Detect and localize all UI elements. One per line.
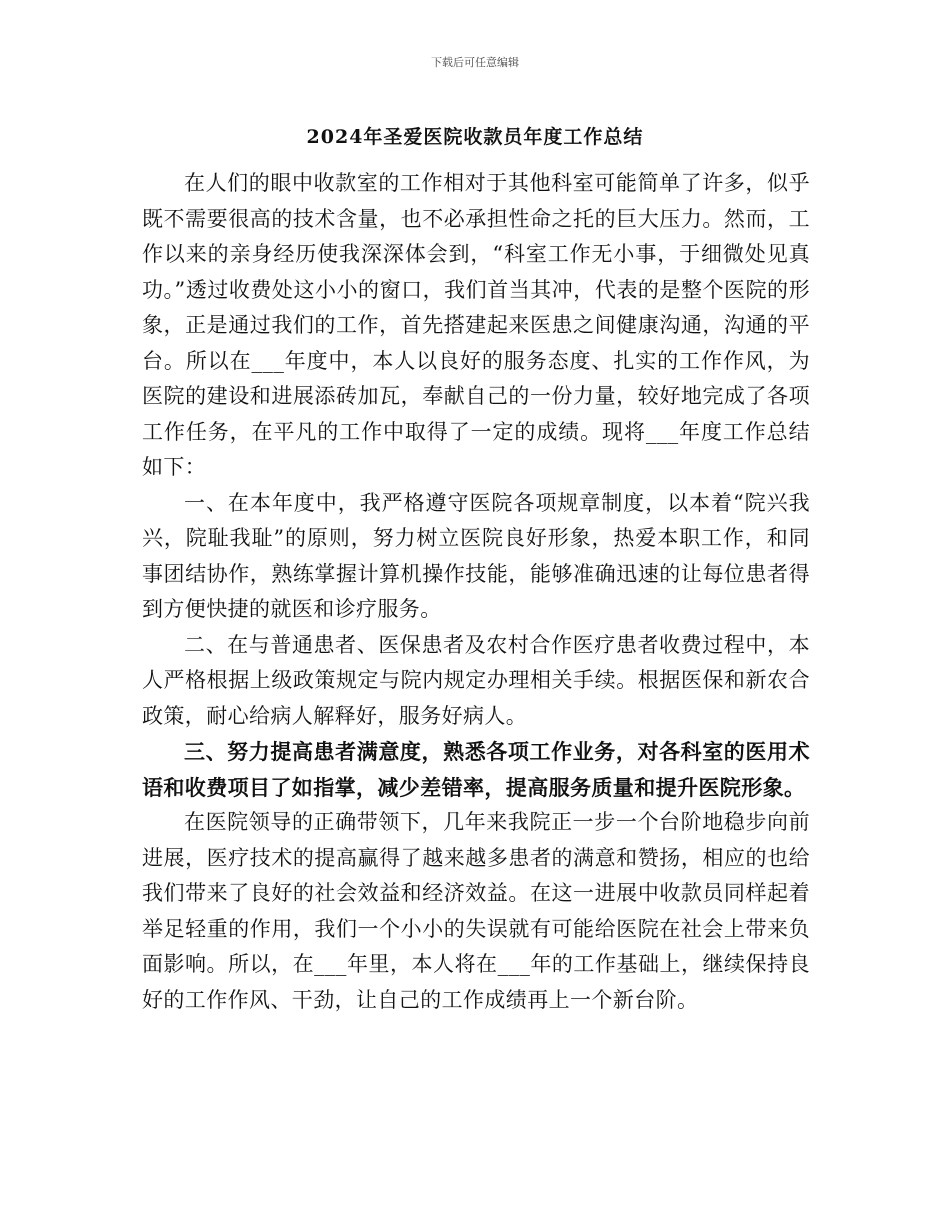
paragraph-point-1: 一、在本年度中，我严格遵守医院各项规章制度，以本着“院兴我兴，院耻我耻”的原则，努力树立医院良好形象，热爱本职工作，和同事团结协作，熟练掌握计算机操作技能，能够准确迅速的让每位患者得到方便快捷的就医和诊疗服务。 (142, 490, 810, 621)
document-body (142, 166, 810, 1018)
header-note: 下载后可任意编辑 (431, 56, 519, 69)
document-title: 2024年圣爱医院收款员年度工作总结 (306, 126, 644, 148)
paragraph-point-2: 二、在与普通患者、医保患者及农村合作医疗患者收费过程中，本人严格根据上级政策规定与院内规定办理相关手续。根据医保和新农合政策，耐心给病人解释好，服务好病人。 (142, 632, 810, 728)
paragraph-conclusion: 在医院领导的正确带领下，几年来我院正一步一个台阶地稳步向前进展，医疗技术的提高赢得了越来越多患者的满意和赞扬，相应的也给我们带来了良好的社会效益和经济效益。在这一进展中收款员同样起着举足轻重的作用，我们一个小小的失误就有可能给医院在社会上带来负面影响。所以，在___年里，本人将在___年的工作基础上，继续保持良好的工作作风、干劲，让自己的工作成绩再上一个新台阶。 (142, 810, 810, 1012)
paragraph-intro: 在人们的眼中收款室的工作相对于其他科室可能简单了许多，似乎既不需要很高的技术含量，也不必承担性命之托的巨大压力。然而，工作以来的亲身经历使我深深体会到，“科室工作无小事，于细微处见真功。”透过收费处这小小的窗口，我们首当其冲，代表的是整个医院的形象，正是通过我们的工作，首先搭建起来医患之间健康沟通，沟通的平台。所以在___年度中，本人以良好的服务态度、扎实的工作作风，为医院的建设和进展添砖加瓦，奉献自己的一份力量，较好地完成了各项工作任务，在平凡的工作中取得了一定的成绩。现将___年度工作总结如下： (142, 171, 810, 479)
paragraph-point-3: 三、努力提高患者满意度，熟悉各项工作业务，对各科室的医用术语和收费项目了如指掌，减少差错率，提高服务质量和提升医院形象。 (142, 739, 810, 800)
